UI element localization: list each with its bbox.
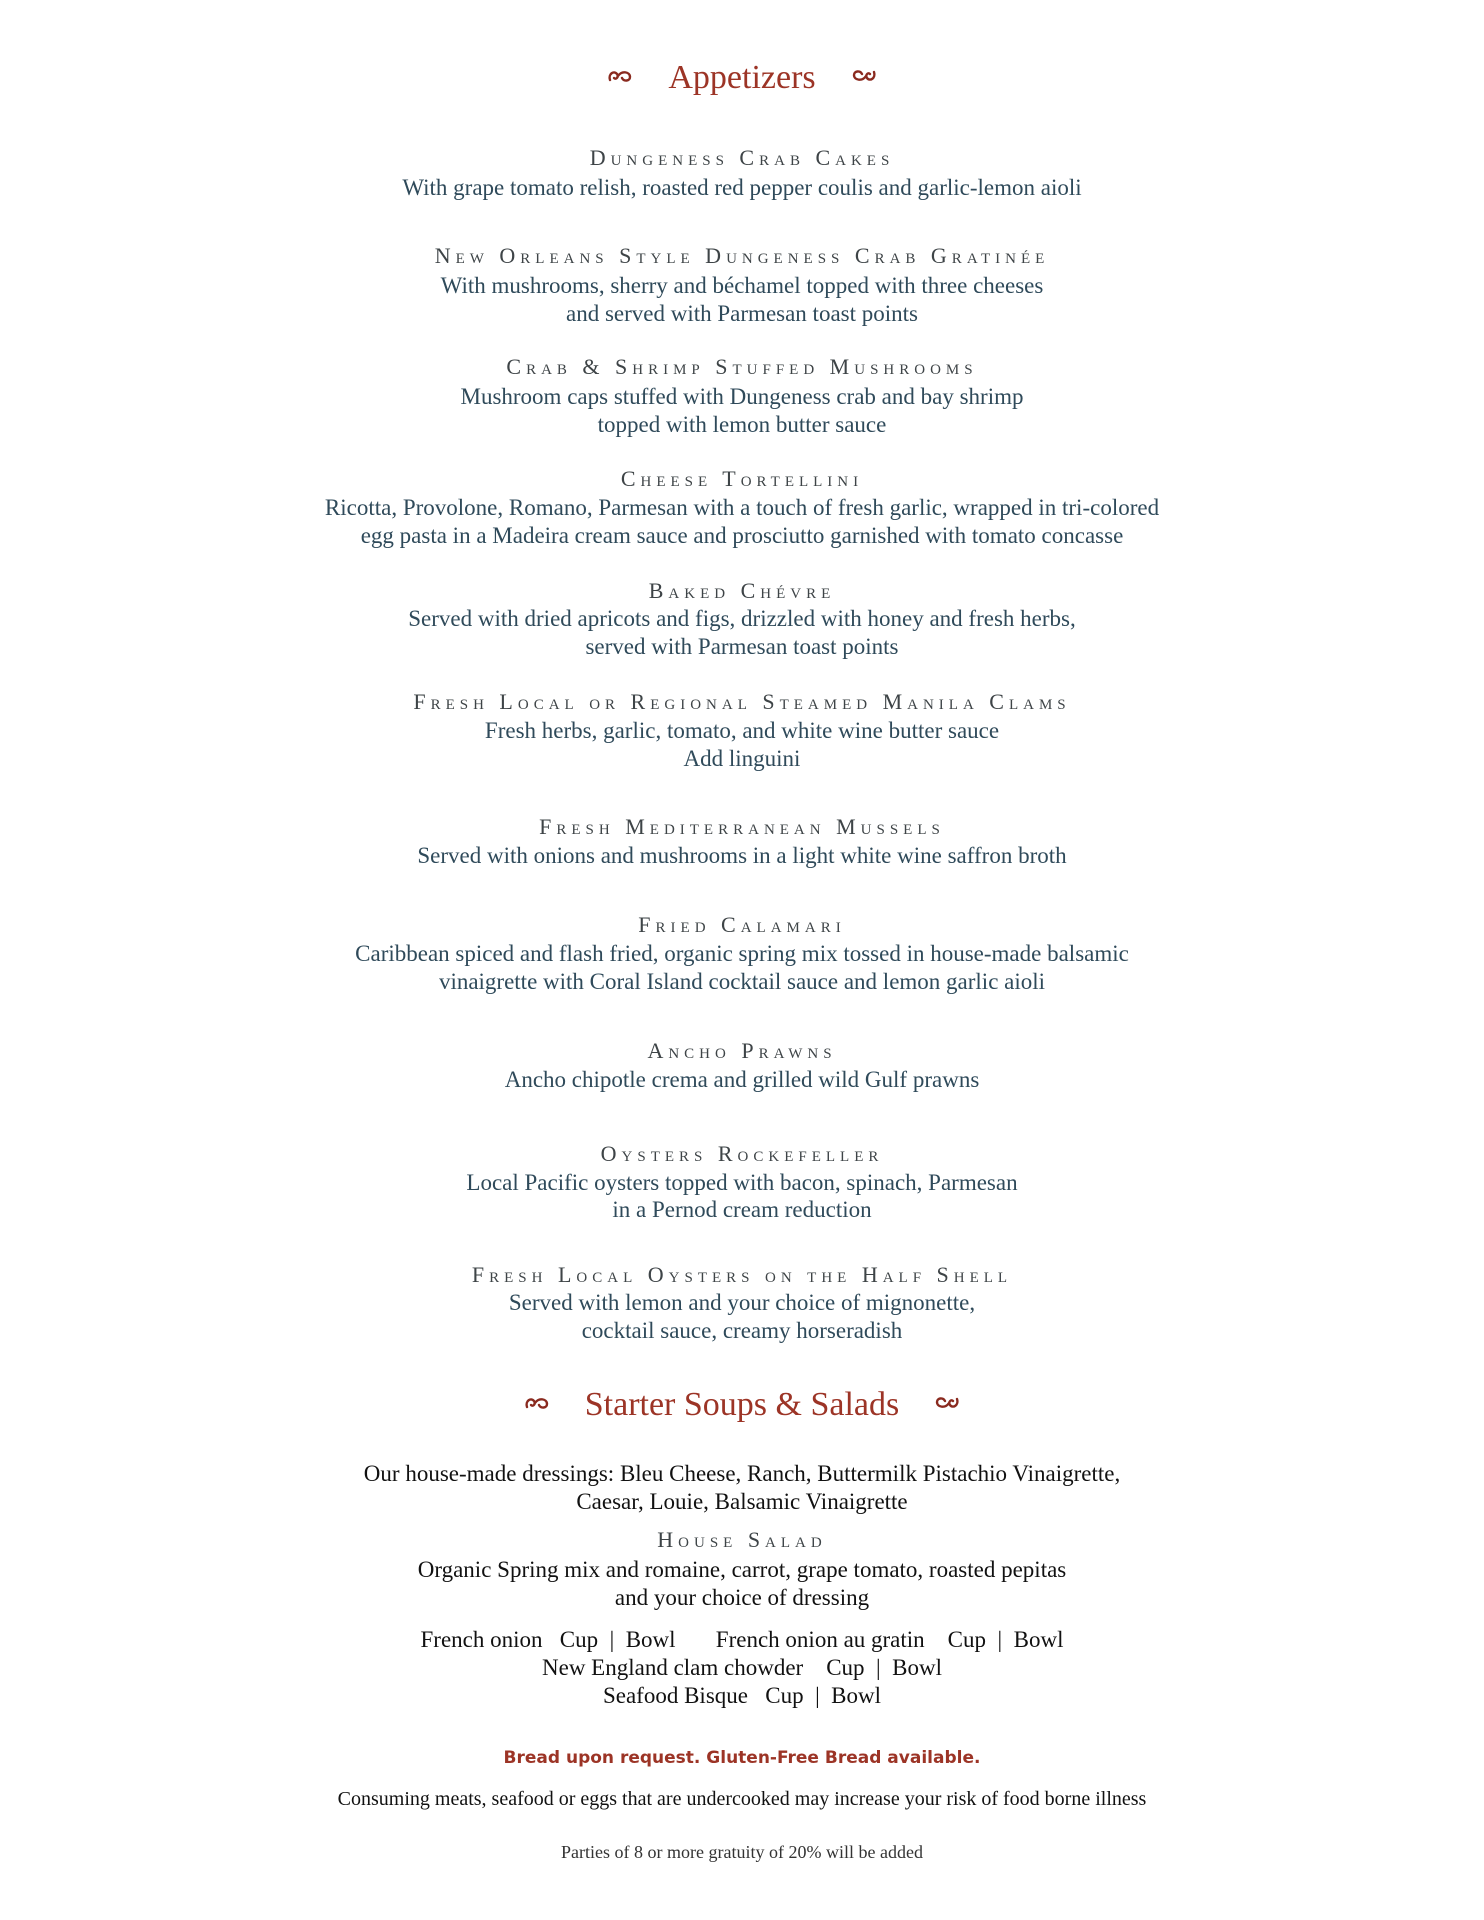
house-salad-desc: Organic Spring mix and romaine, carrot, grape tomato, roasted pepitas (417, 1557, 1067, 1582)
item-desc: egg pasta in a Madeira cream sauce and prosciutto garnished with tomato concasse (360, 523, 1124, 548)
item-desc: With mushrooms, sherry and béchamel topped with three cheeses (440, 273, 1044, 298)
food-safety-warning: Consuming meats, seafood or eggs that are undercooked may increase your risk of food borne illness (337, 1788, 1147, 1810)
swirl-right-icon (931, 1385, 961, 1425)
swirl-left-icon (523, 1385, 553, 1425)
soup-line: Seafood Bisque Cup | Bowl (602, 1683, 882, 1708)
gratuity-note: Parties of 8 or more gratuity of 20% will be added (561, 1842, 923, 1862)
dressings-line: Our house-made dressings: Bleu Cheese, Ranch, Buttermilk Pistachio Vinaigrette, (363, 1461, 1121, 1486)
item-desc: Served with dried apricots and figs, drizzled with honey and fresh herbs, (408, 606, 1076, 631)
item-title-stuffed-mushrooms: Crab & Shrimp Stuffed Mushrooms (506, 354, 978, 379)
item-title-house-salad: House Salad (657, 1527, 827, 1552)
item-title-ancho-prawns: Ancho Prawns (647, 1038, 837, 1063)
item-desc: Caribbean spiced and flash fried, organic spring mix tossed in house-made balsamic (355, 941, 1129, 966)
item-desc: With grape tomato relish, roasted red pepper coulis and garlic-lemon aioli (402, 175, 1082, 200)
swirl-right-icon (848, 58, 878, 98)
item-desc: in a Pernod cream reduction (612, 1197, 872, 1222)
soup-line: New England clam chowder Cup | Bowl (542, 1655, 942, 1680)
appetizers-heading (0, 58, 1484, 98)
item-desc: Ricotta, Provolone, Romano, Parmesan with a touch of fresh garlic, wrapped in tri-colored (324, 495, 1160, 520)
bread-note: Bread upon request. Gluten-Free Bread available. (503, 1748, 981, 1768)
item-title-fried-calamari: Fried Calamari (638, 912, 846, 937)
house-salad-desc: and your choice of dressing (614, 1585, 870, 1610)
item-title-crab-gratinee: New Orleans Style Dungeness Crab Gratinée (434, 243, 1050, 268)
item-title-crab-cakes: Dungeness Crab Cakes (589, 145, 895, 170)
item-title-baked-chevre: Baked Chévre (648, 578, 836, 603)
item-desc: vinaigrette with Coral Island cocktail sauce and lemon garlic aioli (438, 969, 1046, 994)
item-desc: Ancho chipotle crema and grilled wild Gulf prawns (504, 1067, 980, 1092)
item-desc: Served with lemon and your choice of mignonette, (508, 1290, 976, 1315)
item-desc: Local Pacific oysters topped with bacon, spinach, Parmesan (466, 1170, 1018, 1195)
item-desc: cocktail sauce, creamy horseradish (581, 1318, 903, 1343)
item-title-mussels: Fresh Mediterranean Mussels (539, 814, 945, 839)
appetizers-title: Appetizers (668, 59, 816, 96)
soups-salads-title: Starter Soups & Salads (584, 1386, 900, 1423)
swirl-left-icon (606, 58, 636, 98)
dressings-line: Caesar, Louie, Balsamic Vinaigrette (576, 1489, 908, 1514)
item-title-cheese-tortellini: Cheese Tortellini (620, 466, 864, 491)
item-desc: Mushroom caps stuffed with Dungeness crab and bay shrimp (460, 384, 1024, 409)
item-desc: served with Parmesan toast points (585, 634, 899, 659)
item-title-oysters-rockefeller: Oysters Rockefeller (600, 1141, 884, 1166)
item-title-half-shell-oysters: Fresh Local Oysters on the Half Shell (471, 1262, 1013, 1287)
soups-salads-heading (0, 1385, 1484, 1425)
item-title-manila-clams: Fresh Local or Regional Steamed Manila Clams (413, 689, 1071, 714)
item-desc: Fresh herbs, garlic, tomato, and white wine butter sauce (484, 718, 1000, 743)
item-desc: and served with Parmesan toast points (566, 301, 918, 326)
soup-line: French onion Cup | Bowl French onion au gratin Cup | Bowl (420, 1627, 1064, 1652)
item-desc: Served with onions and mushrooms in a light white wine saffron broth (417, 843, 1067, 868)
item-desc: topped with lemon butter sauce (597, 412, 887, 437)
item-desc: Add linguini (683, 746, 801, 771)
